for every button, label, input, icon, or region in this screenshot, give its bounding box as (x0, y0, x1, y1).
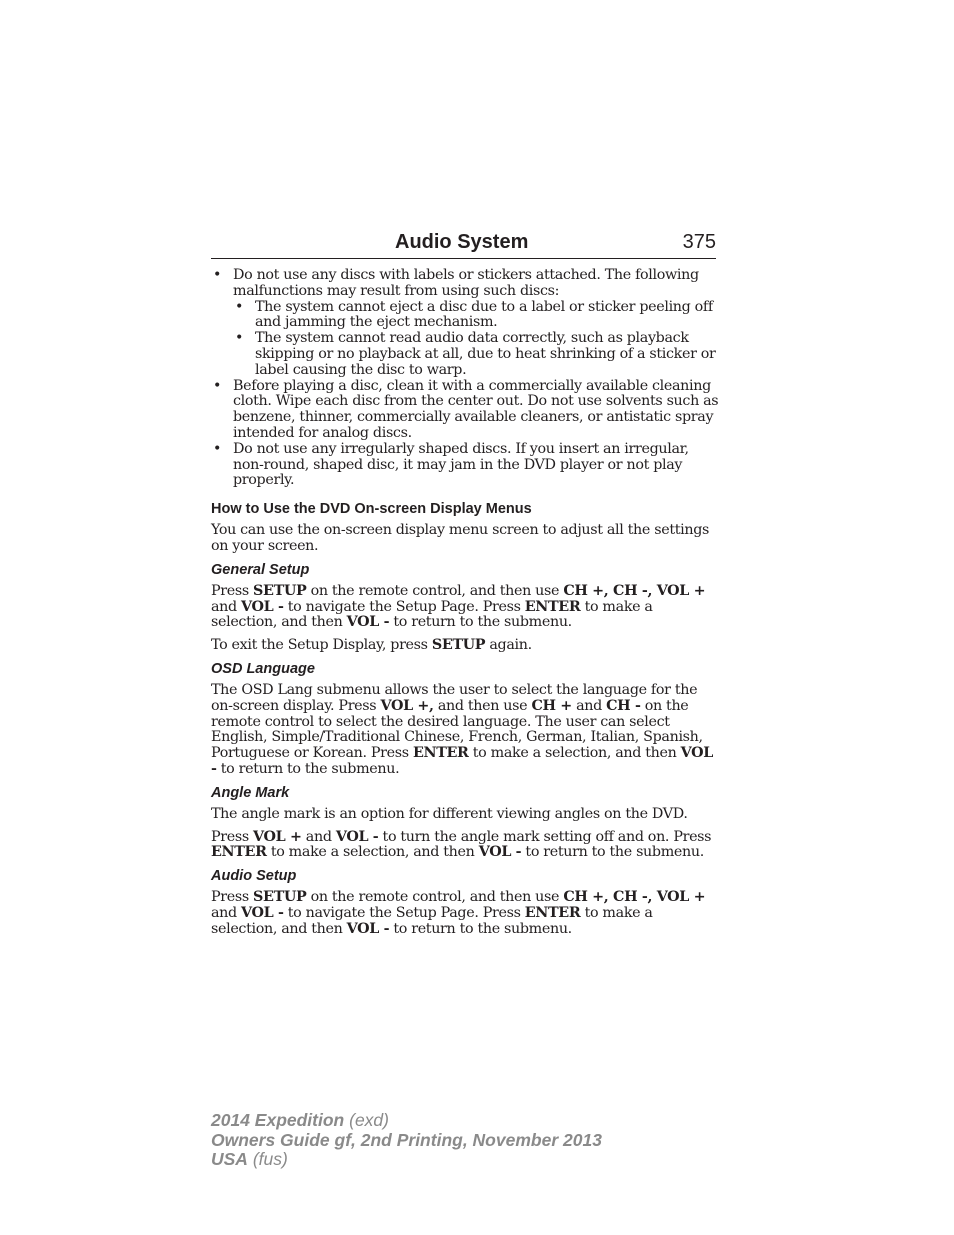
footer-market: USA (211, 1149, 248, 1169)
page-header (211, 230, 716, 259)
footer-market-code: (fus) (247, 1149, 288, 1169)
angle-mark-heading: Angle Mark (211, 784, 290, 801)
list-item-text: Before playing a disc, clean it with a commercially available cleaning cloth. Wipe each disc from the center out. Do not use solvents such as benzene, thinner, commercially available cleaners, or antistatic spray intended for analog discs. (233, 377, 719, 441)
footer-model: 2014 Expedition (211, 1110, 345, 1130)
audio-setup-heading: Audio Setup (211, 868, 297, 885)
page-content (211, 268, 721, 945)
osd-language-heading: OSD Language (211, 660, 315, 677)
footer-line-2: Owners Guide gf, 2nd Printing, November 2013 (211, 1129, 602, 1150)
emphasis-term: VOL - (346, 614, 390, 631)
bullet-icon: • (213, 377, 222, 394)
emphasis-term: VOL - (241, 904, 284, 921)
audio-setup-paragraph: Press SETUP on the remote control, and then use CH +, CH -, VOL + and VOL - to navigate the Setup Page. Press ENTER to make a selection, and then VOL - to return to the submenu. (211, 889, 706, 937)
emphasis-term: CH + (531, 697, 572, 714)
emphasis-term: ENTER (211, 844, 267, 861)
emphasis-term: VOL - (478, 844, 522, 861)
emphasis-term: CH +, CH -, VOL + (563, 889, 706, 906)
footer-line-3 (211, 1150, 602, 1170)
emphasis-term: SETUP (431, 637, 486, 654)
bullet-list (211, 268, 721, 489)
sub-bullet-list (233, 300, 721, 379)
section-heading: How to Use the DVD On-screen Display Menus (211, 501, 532, 518)
general-setup-paragraph-1: Press SETUP on the remote control, and then use CH +, CH -, VOL + and VOL - to navigate the Setup Page. Press ENTER to make a selection, and then VOL - to return to the submenu. (211, 582, 706, 631)
footer-line-1 (211, 1111, 602, 1131)
emphasis-term: VOL + (253, 828, 302, 845)
page-footer (211, 1111, 602, 1170)
emphasis-term: CH +, CH -, VOL + (563, 582, 706, 599)
list-item (233, 331, 721, 378)
emphasis-term: VOL - (346, 920, 390, 937)
emphasis-term: SETUP (253, 889, 307, 906)
angle-mark-paragraph-2: Press VOL + and VOL - to turn the angle mark setting off and on. Press ENTER to make a selection, and then VOL - to return to the submenu. (211, 828, 712, 861)
bullet-icon: • (235, 330, 244, 347)
bullet-icon: • (213, 440, 222, 457)
list-item-text: The system cannot eject a disc due to a label or sticker peeling off and jamming the eject mechanism. (255, 298, 713, 331)
emphasis-term: CH - (606, 697, 641, 714)
list-item (211, 442, 721, 489)
list-item-text: Do not use any irregularly shaped discs. If you insert an irregular, non-round, shaped disc, it may jam in the DVD player or not play properly. (233, 440, 689, 489)
emphasis-term: VOL - (335, 828, 379, 845)
emphasis-term: ENTER (524, 904, 581, 921)
section-intro: You can use the on-screen display menu screen to adjust all the settings on your screen. (211, 522, 709, 554)
list-item (211, 379, 721, 442)
osd-language-paragraph: The OSD Lang submenu allows the user to select the language for the on-screen display. Press VOL +, and then use CH + and CH - on the remote control to select the desired language. The user can select English, Simple/Traditional Chinese, French, German, Italian, Spanish, Portuguese or Korean. Press ENTER to make a selection, and then VOL - to return to the submenu. (211, 681, 713, 777)
emphasis-term: ENTER (524, 598, 581, 615)
emphasis-term: ENTER (412, 745, 469, 762)
emphasis-term: VOL - (211, 745, 713, 777)
general-setup-paragraph-2: To exit the Setup Display, press SETUP again. (211, 637, 532, 654)
emphasis-term: VOL - (241, 598, 284, 615)
list-item-text: Do not use any discs with labels or stickers attached. The following malfunctions may result from using such discs: (233, 267, 699, 299)
footer-model-code: (exd) (344, 1110, 389, 1130)
list-item-text: The system cannot read audio data correctly, such as playback skipping or no playback at all, due to heat shrinking of a sticker or label causing the disc to warp. (255, 330, 716, 378)
general-setup-heading: General Setup (211, 561, 310, 578)
page-title: Audio System (395, 231, 529, 253)
page-number: 375 (682, 231, 716, 253)
emphasis-term: SETUP (253, 582, 307, 599)
list-item (211, 268, 721, 379)
list-item (233, 300, 721, 332)
angle-mark-paragraph-1: The angle mark is an option for different viewing angles on the DVD. (211, 805, 688, 822)
bullet-icon: • (213, 267, 222, 283)
emphasis-term: VOL +, (380, 697, 434, 714)
bullet-icon: • (235, 298, 244, 315)
